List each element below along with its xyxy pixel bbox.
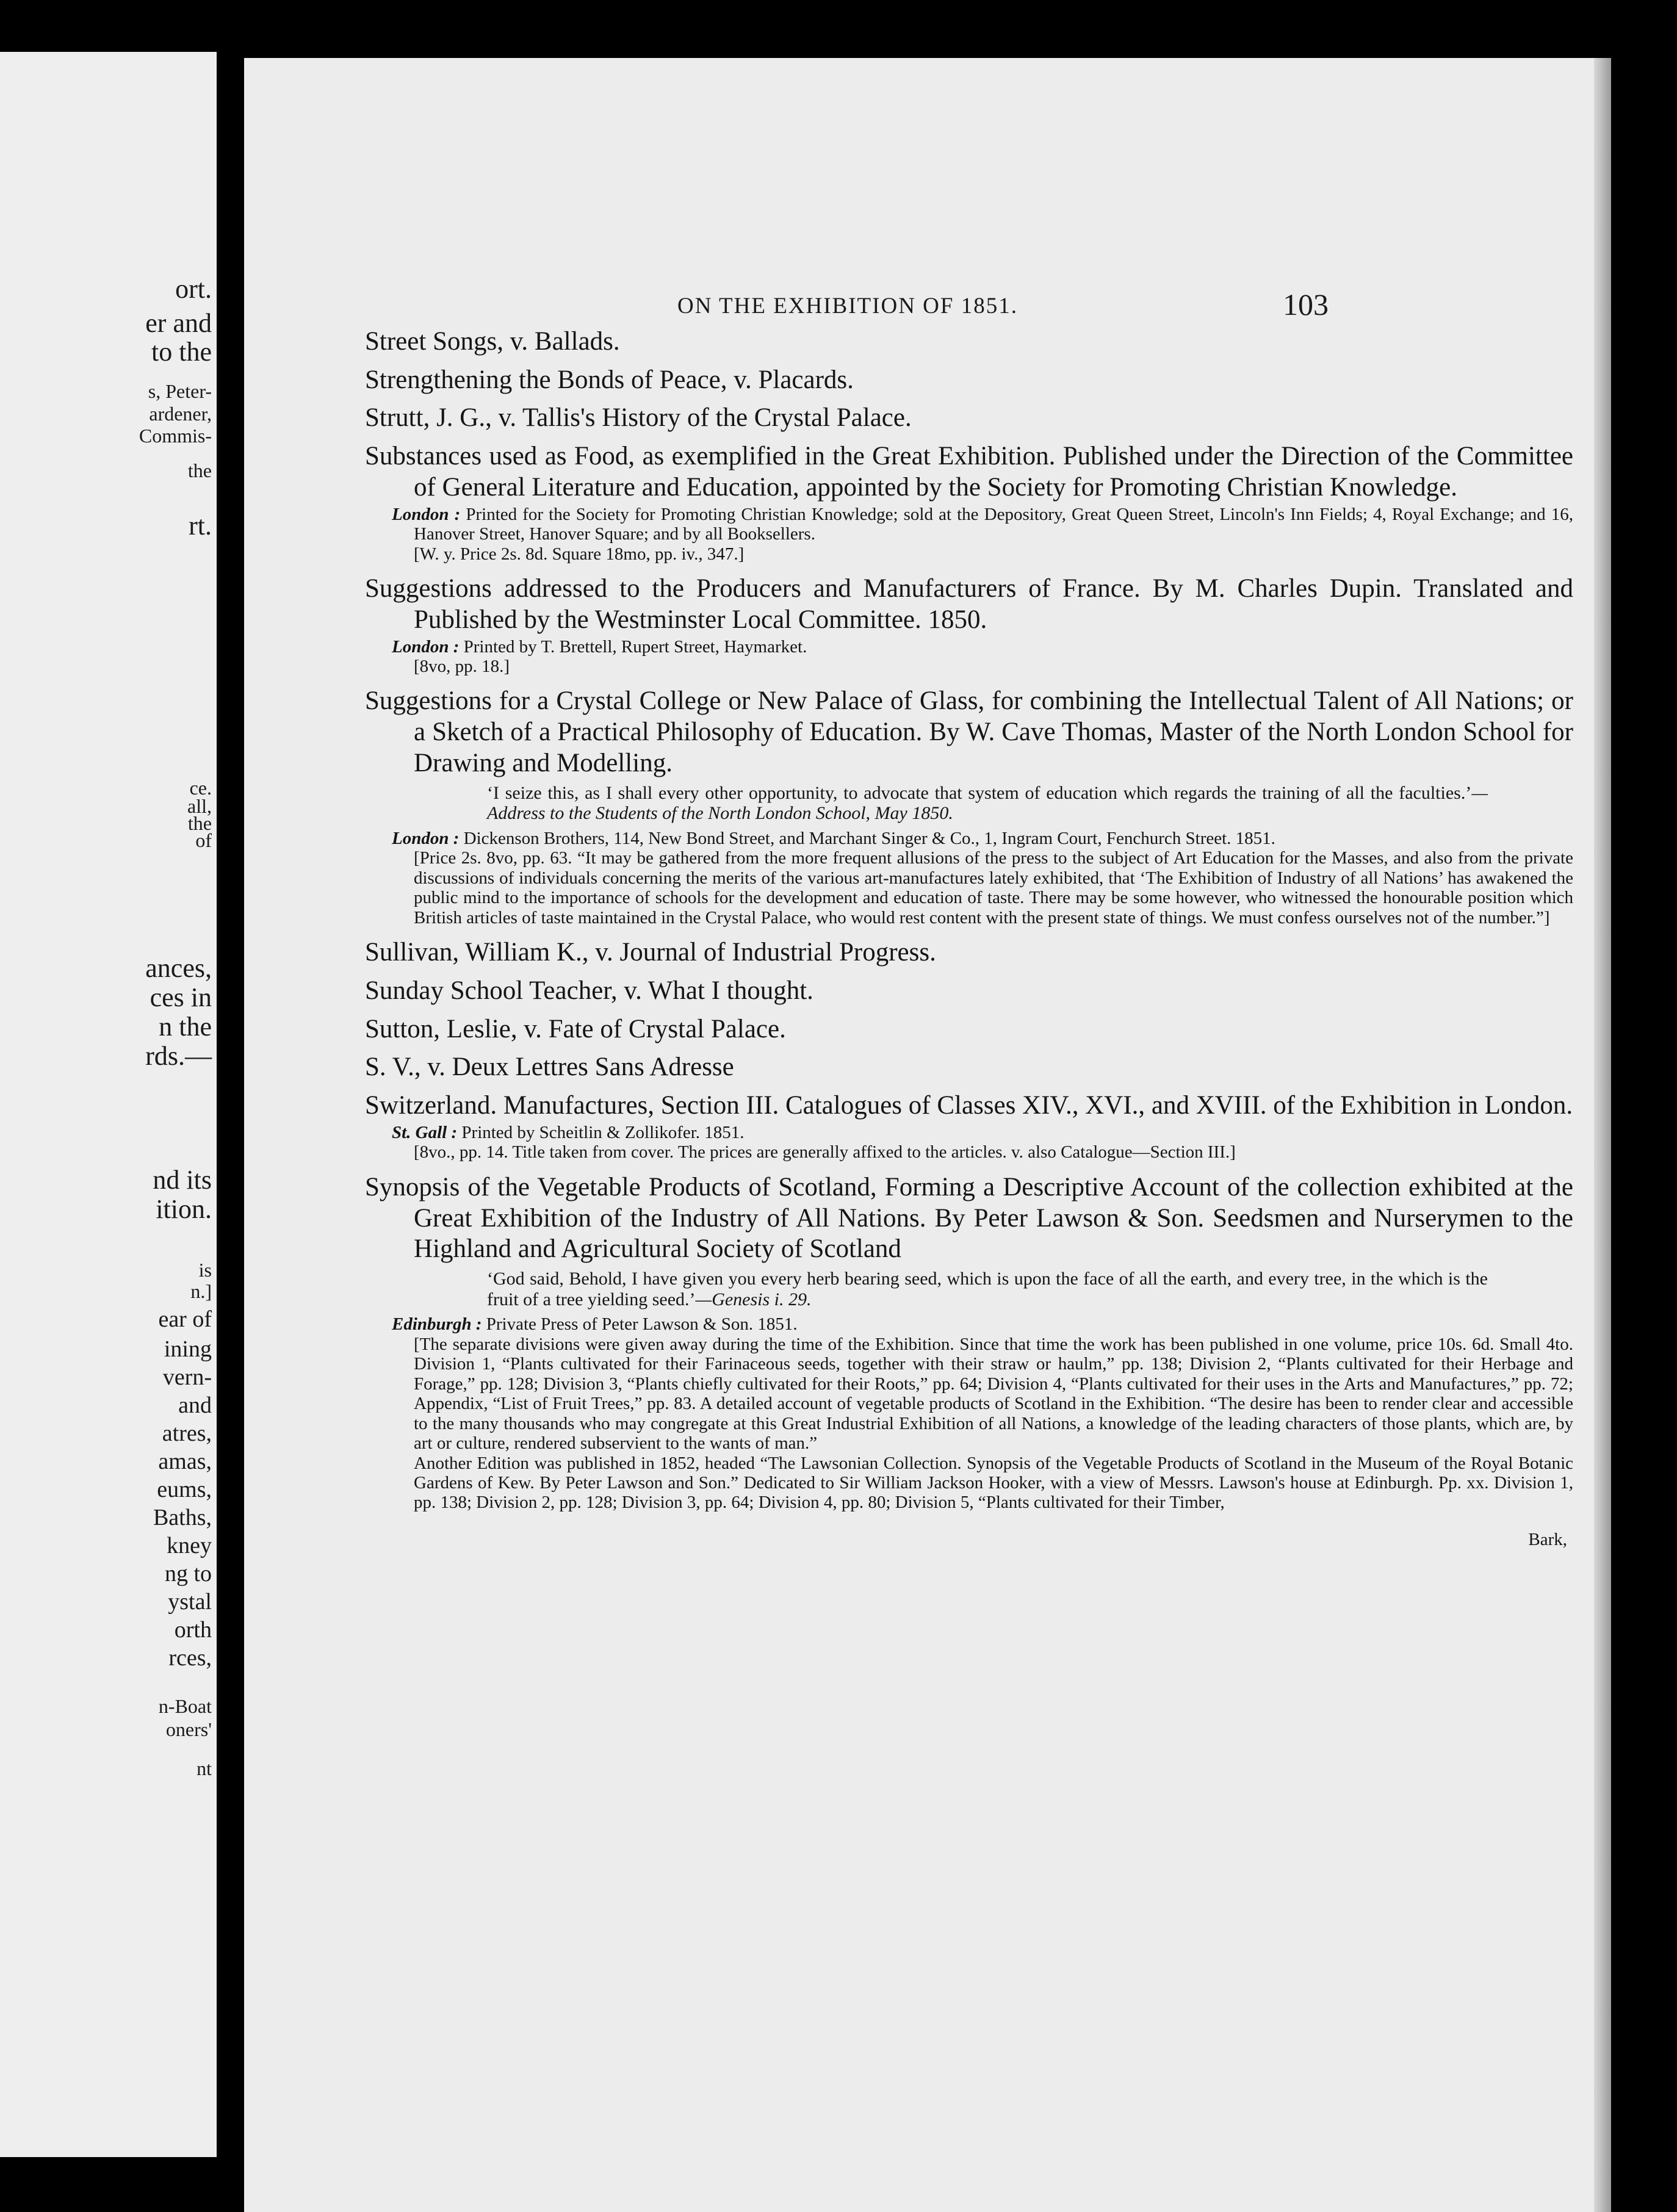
left-page-line: orth (174, 1617, 212, 1643)
entry-sunday-school: Sunday School Teacher, v. What I thought. (365, 976, 813, 1005)
entry-sutton: Sutton, Leslie, v. Fate of Crystal Palace. (365, 1014, 786, 1043)
left-page-line: the (187, 459, 212, 481)
entry-suggestions-france: Suggestions addressed to the Producers and Manufacturers of France. By M. Charles Dupin. Translated and Published by the Westminster Local Committee. 1850. (365, 574, 1573, 634)
note-synopsis-another-edition: Another Edition was published in 1852, headed “The Lawsonian Collection. Synopsis of the Vegetable Products of Scotland in the Museum of the Royal Botanic Gardens of Kew. By Peter Lawson and Son.” Dedicated to Sir William Jackson Hooker, with a view of Messrs. Lawson's house at Edinburgh. Pp. xx. Division 1, pp. 138; Division 2, pp. 128; Division 3, pp. 64; Division 4, pp. 80; Division 5, “Plants cultivated for their Timber, (414, 1453, 1573, 1513)
left-page-line: n.] (190, 1280, 212, 1302)
entry-strengthening: Strengthening the Bonds of Peace, v. Placards. (365, 365, 854, 394)
left-page-line: ition. (156, 1194, 212, 1224)
imprint-place: London : (392, 504, 461, 524)
entry-synopsis-scotland: Synopsis of the Vegetable Products of Scotland, Forming a Descriptive Account of the collection exhibited at the Great Exhibition of the Industry of All Nations. By Peter Lawson & Son. Seedsmen and Nurserymen to the Highland and Agricultural Society of Scotland (365, 1172, 1573, 1264)
imprint-text: Private Press of Peter Lawson & Son. 1851. (481, 1314, 798, 1335)
left-page-line: nt (197, 1757, 212, 1779)
left-page-line: eums, (157, 1477, 212, 1502)
left-page-line: and (178, 1392, 212, 1418)
left-page-line: ining (164, 1336, 212, 1362)
left-page-line: n-Boat (158, 1695, 212, 1717)
entry-strutt: Strutt, J. G., v. Tallis's History of the Crystal Palace. (365, 403, 912, 433)
left-page-line: n the (159, 1012, 212, 1042)
left-page-line: atres, (162, 1421, 212, 1446)
left-page-line: vern- (162, 1364, 212, 1390)
entry-switzerland: Switzerland. Manufactures, Section III. Catalogues of Classes XIV., XVI., and XVIII. of the Exhibition in London. (365, 1091, 1573, 1120)
note-crystal-college: [Price 2s. 8vo, pp. 63. “It may be gathered from the more frequent allusions of the press to the subject of Art Education for the Masses, and also from the private discussions of individuals concerning the merits of the various art-manufactures lately exhibited, that ‘The Exhibition of Industry of all Nations’ has awakened the public mind to the importance of schools for the development and education of taste. There may be some however, who witnessed the honourable position which British articles of taste maintained in the Crystal Palace, who would rest content with the present state of things. We must confess ourselves not of the number.”] (414, 848, 1573, 928)
left-page-line: kney (167, 1533, 212, 1558)
epigraph-attribution: —Address to the Students of the North London School, May 1850. (487, 782, 1488, 824)
left-page-line: is (198, 1259, 212, 1281)
imprint-place: London : (392, 636, 460, 657)
left-page-line: rt. (189, 511, 212, 541)
imprint-crystal-college (365, 829, 1573, 848)
imprint-switzerland (365, 1123, 1573, 1142)
epigraph-crystal-college (487, 783, 1488, 824)
imprint-place: London : (392, 828, 460, 848)
entry-crystal-college: Suggestions for a Crystal College or New Palace of Glass, for combining the Intellectual Talent of All Nations; or a Sketch of a Practical Philosophy of Education. By W. Cave Thomas, Master of the North London School for Drawing and Modelling. (365, 686, 1573, 777)
imprint-text: Printed for the Society for Promoting Christian Knowledge; sold at the Depository, Great Queen Street, Lincoln's Inn Fields; 4, Royal Exchange; and 16, Hanover Street, Hanover Square; and by all Booksellers. (414, 504, 1573, 544)
left-page-line: the (187, 812, 212, 834)
page-header (244, 287, 1330, 323)
left-page-line: s, Peter- (148, 380, 212, 402)
entry-sullivan: Sullivan, William K., v. Journal of Industrial Progress. (365, 938, 936, 967)
left-page-line: ces in (150, 982, 212, 1012)
left-page-line: amas, (158, 1449, 212, 1474)
imprint-synopsis (365, 1314, 1573, 1334)
left-page-line: to the (151, 337, 212, 367)
left-page-line: all, (187, 795, 212, 817)
entry-sv: S. V., v. Deux Lettres Sans Adresse (365, 1053, 734, 1082)
left-page-line: ances, (145, 953, 212, 983)
left-page-line: nd its (153, 1165, 212, 1195)
left-page-line: ear of (158, 1306, 212, 1332)
imprint-text: Printed by T. Brettell, Rupert Street, Haymarket. (459, 636, 807, 657)
note-switzerland: [8vo., pp. 14. Title taken from cover. The prices are generally affixed to the articles. v. also Catalogue—Section III.] (414, 1142, 1236, 1162)
left-page-line: ardener, (149, 403, 212, 425)
epigraph-synopsis (487, 1269, 1488, 1310)
left-page-line: er and (145, 308, 212, 338)
running-title: ON THE EXHIBITION OF 1851. (677, 294, 1018, 319)
left-page-line: Commis- (139, 425, 212, 447)
imprint-place: Edinburgh : (392, 1314, 482, 1335)
left-page-line: Baths, (153, 1505, 212, 1530)
left-page-line: ystal (168, 1589, 212, 1615)
left-page-line: oners' (165, 1718, 212, 1740)
left-page-line: rds.— (145, 1041, 212, 1071)
previous-page-fragment (0, 52, 217, 2157)
note-suggestions-france: [8vo, pp. 18.] (414, 657, 510, 677)
left-page-line: of (195, 829, 212, 851)
page-edge-shadow (1594, 58, 1611, 2212)
catchword: Bark, (1528, 1529, 1567, 1549)
entry-street-songs: Street Songs, v. Ballads. (365, 327, 620, 356)
book-page (244, 58, 1611, 2212)
epigraph-text: ‘God said, Behold, I have given you every herb bearing seed, which is upon the face of all the earth, and every tree, in the which is the fruit of a tree yielding seed.’ (487, 1269, 1488, 1310)
left-page-line: ng to (164, 1561, 212, 1587)
left-page-line: rces, (168, 1645, 212, 1671)
imprint-text: Dickenson Brothers, 114, New Bond Street, and Marchant Singer & Co., 1, Ingram Court, Fenchurch Street. 1851. (459, 828, 1275, 848)
imprint-text: Printed by Scheitlin & Zollikofer. 1851. (457, 1122, 745, 1142)
page-content (365, 326, 1573, 1568)
note-substances-food: [W. y. Price 2s. 8d. Square 18mo, pp. iv., 347.] (414, 544, 745, 564)
note-synopsis: [The separate divisions were given away during the time of the Exhibition. Since that time the work has been published in one volume, price 10s. 6d. Small 4to. Division 1, “Plants cultivated for their Farinaceous seeds, together with their straw or haulm,” pp. 138; Division 2, “Plants cultivated for their Herbage and Forage,” pp. 128; Division 3, “Plants chiefly cultivated for their Roots,” pp. 64; Division 4, “Plants cultivated for their uses in the Arts and Manufactures,” pp. 72; Appendix, “List of Fruit Trees,” pp. 83. A detailed account of vegetable products of Scotland in the Exhibition. “The desire has been to render clear and accessible to the many thousands who may congregate at this Great Industrial Exhibition of all Nations, a knowledge of the leading characters of those plants, which are, by art or culture, rendered subservient to the wants of man.” (414, 1334, 1573, 1454)
epigraph-attribution: —Genesis i. 29. (695, 1289, 812, 1310)
imprint-place: St. Gall : (392, 1122, 458, 1142)
left-page-line: ce. (189, 777, 212, 799)
entry-substances-food: Substances used as Food, as exemplified in the Great Exhibition. Published under the Direction of the Committee of General Literature and Education, appointed by the Society for Promoting Christian Knowledge. (365, 442, 1573, 502)
epigraph-text: ‘I seize this, as I shall every other opportunity, to advocate that system of education which regards the training of all the faculties.’ (487, 782, 1472, 803)
left-page-line: ort. (175, 274, 212, 304)
page-number: 103 (1283, 287, 1329, 322)
imprint-suggestions-france (365, 637, 1573, 657)
imprint-substances-food (365, 505, 1573, 544)
